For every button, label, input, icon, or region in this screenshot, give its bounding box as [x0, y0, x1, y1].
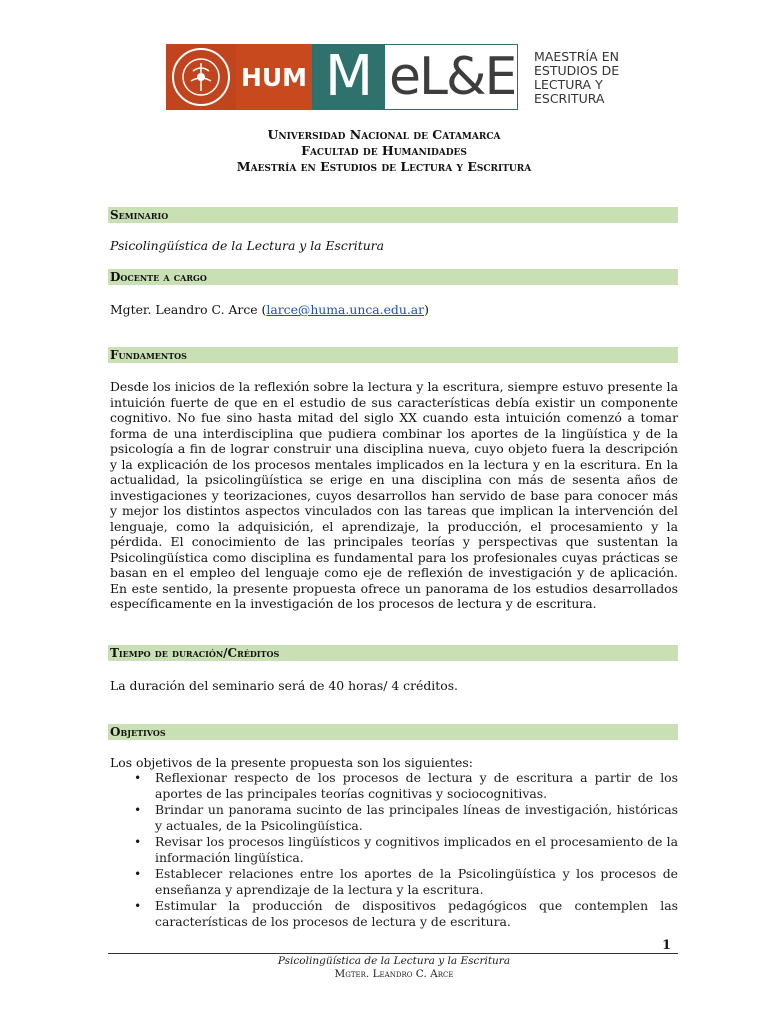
- objetivo-text: Brindar un panorama sucinto de las principales líneas de investigación, históricas y actuales, de la Psicolingüística.: [155, 802, 678, 833]
- footer-title: Psicolingüística de la Lectura y la Escritura: [277, 955, 511, 967]
- header-logos: [166, 44, 518, 110]
- tiempo-body: La duración del seminario será de 40 horas/ 4 créditos.: [110, 678, 458, 693]
- objetivo-text: Reflexionar respecto de los procesos de lectura y de escritura a partir de los aportes de las principales teorías cognitivas y sociocognitivas.: [155, 770, 678, 801]
- bullet-icon: •: [134, 802, 142, 817]
- page-number: 1: [662, 938, 672, 953]
- fundamentos-paragraph: Desde los inicios de la reflexión sobre la lectura y la escritura, siempre estuvo presente la intuición fuerte de que en el estudio de sus características debía existir un componente cognitivo. No fue sino hasta mitad del siglo XX cuando esta intuición comenzó a tomar forma de una interdisciplina que pudiera combinar los aportes de la lingüística y de la psicología a fin de lograr construir una disciplina nueva, cuyo objeto fuera la descripción y la explicación de los procesos mentales implicados en la lectura y en la escritura. En la actualidad, la psicolingüística se erige en una disciplina con más de sesenta años de investigaciones y teorizaciones, cuyos desarrollos han servido de base para conocer más y mejor los distintos aspectos vinculados con las tareas que implican la intervención del lenguaje, como la adquisición, el aprendizaje, la producción, el procesamiento y la pérdida. El conocimiento de las principales teorías y perspectivas que sustentan la Psicolingüística como disciplina es fundamental para los profesionales cuyas prácticas se basan en el empleo del lenguaje como eje de reflexión de investigación y de aplicación. En este sentido, la presente propuesta ofrece un panorama de los estudios desarrollados específicamente en la investigación de los procesos de lectura y de escritura.: [110, 379, 678, 611]
- section-header-objetivos: Objetivos: [108, 724, 678, 740]
- bullet-icon: •: [134, 898, 142, 913]
- mele-logo: [312, 44, 518, 110]
- bullet-icon: •: [134, 770, 142, 785]
- docente-line: [110, 302, 678, 318]
- maestria-logo-line: ESTUDIOS DE: [534, 63, 620, 78]
- mele-logo-rest: eL&E: [389, 47, 516, 107]
- section-header-tiempo: Tiempo de duración/Créditos: [108, 645, 678, 661]
- objetivos-intro: Los objetivos de la presente propuesta son los siguientes:: [110, 755, 473, 770]
- docente-email-link[interactable]: larce@huma.unca.edu.ar: [266, 302, 425, 317]
- hum-logo: HUM: [236, 44, 312, 110]
- list-item: [110, 834, 678, 865]
- objetivo-text: Revisar los procesos lingüísticos y cognitivos implicados en el procesamiento de la información lingüística.: [155, 834, 678, 865]
- list-item: [110, 866, 678, 897]
- footer-author: Mgter. Leandro C. Arce: [334, 968, 454, 980]
- bullet-icon: •: [134, 866, 142, 881]
- objetivos-list: [110, 770, 678, 930]
- university-title: Universidad Nacional de Catamarca: [267, 127, 501, 142]
- mele-logo-m: M: [313, 45, 385, 109]
- docente-close-paren: ): [424, 302, 429, 317]
- faculty-title: Facultad de Humanidades: [301, 143, 467, 158]
- objetivo-text: Estimular la producción de dispositivos pedagógicos que contemplen las características de los procesos de lectura y de escritura.: [155, 898, 678, 929]
- list-item: [110, 898, 678, 929]
- footer-divider: [108, 953, 678, 954]
- maestria-logo-line: ESCRITURA: [534, 91, 605, 106]
- list-item: [110, 802, 678, 833]
- maestria-logo-line: LECTURA Y: [534, 77, 603, 92]
- list-item: [110, 770, 678, 801]
- section-header-docente: Docente a cargo: [108, 269, 678, 285]
- seminario-name: Psicolingüística de la Lectura y la Escritura: [110, 238, 384, 253]
- maestria-logo-text: [534, 50, 654, 106]
- objetivo-text: Establecer relaciones entre los aportes de la Psicolingüística y los procesos de enseñanza y aprendizaje de la lectura y la escritura.: [155, 866, 678, 897]
- bullet-icon: •: [134, 834, 142, 849]
- program-title: Maestría en Estudios de Lectura y Escritura: [236, 159, 532, 174]
- university-seal-logo: [166, 44, 236, 110]
- docente-name: Mgter. Leandro C. Arce (: [110, 302, 267, 317]
- section-header-fundamentos: Fundamentos: [108, 347, 678, 363]
- maestria-logo-line: MAESTRÍA EN: [534, 49, 619, 64]
- section-header-seminario: Seminario: [108, 207, 678, 223]
